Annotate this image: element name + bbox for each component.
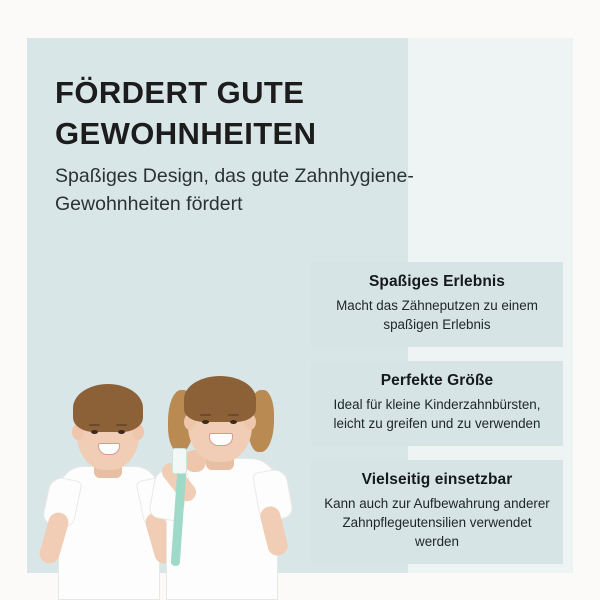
boy-eye-right: [118, 430, 125, 434]
page-title: FÖRDERT GUTE GEWOHNHEITEN: [55, 75, 317, 152]
girl-eye-right: [230, 420, 237, 424]
girl-eye-left: [202, 420, 209, 424]
feature-card-title: Spaßiges Erlebnis: [368, 273, 506, 290]
feature-card-description: Kann auch zur Aufbewahrung anderer Zahnpflegeutensilien verwendet werden: [324, 496, 550, 550]
feature-card-title: Vielseitig einsetzbar: [361, 471, 513, 489]
feature-card: [311, 460, 563, 564]
boy-brow-left: [89, 424, 100, 427]
girl-mouth: [209, 433, 233, 446]
boy-hair: [73, 384, 143, 432]
children-photo: [30, 340, 302, 600]
feature-card-description: Ideal für kleine Kinderzahnbürsten, leicht zu greifen und zu verwenden: [333, 397, 541, 432]
feature-card-list: [311, 262, 563, 578]
headline-block: [55, 72, 525, 219]
child-girl-figure: [146, 342, 296, 600]
feature-card-title: Perfekte Größe: [380, 372, 494, 390]
boy-eye-left: [91, 430, 98, 434]
boy-brow-right: [116, 424, 127, 427]
page-subtitle: Spaßiges Design, das gute Zahnhygiene-Gewohnheiten fördert: [55, 165, 414, 216]
feature-card: [311, 361, 563, 446]
girl-brow-right: [228, 414, 239, 417]
feature-card-description: Macht das Zähneputzen zu einem spaßigen Erlebnis: [336, 298, 538, 333]
feature-card: [311, 262, 563, 347]
girl-hair: [184, 376, 256, 422]
toothbrush-head: [172, 448, 187, 474]
girl-brow-left: [200, 414, 211, 417]
